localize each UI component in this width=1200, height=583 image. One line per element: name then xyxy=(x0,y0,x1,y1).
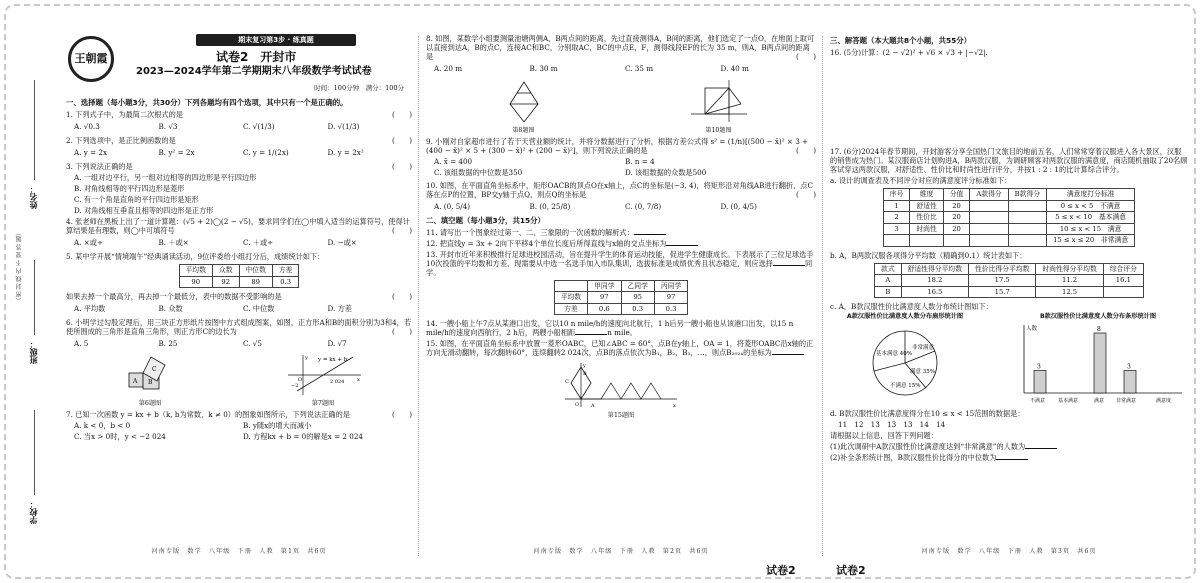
figure-10: 第10题图 xyxy=(689,78,749,135)
review-banner: 期末复习第3步 · 练真题 xyxy=(196,34,356,46)
svg-text:x: x xyxy=(357,377,360,384)
footer-page-2: 河南专版 数学 八年级 下册 人教 第2页 共6页 xyxy=(533,548,709,556)
answer-space-16[interactable] xyxy=(830,59,1188,147)
option-d[interactable]: D. 方程kx + b = 0的解是x = 2 024 xyxy=(243,431,364,441)
question-1: 1. 下列式子中，为最简二次根式的是 ( ) A. √0.3 B. √3 C. √(1/3) D. √(1/3) xyxy=(66,110,412,132)
question-3: 3. 下列说法正确的是 ( ) A. 一组对边平行，另一组对边相等的四边形是平行四边形 B. 对角线相等的平行四边形是菱形 C. 有一个角是直角的平行四边形是矩形 D. 对角线相互垂直且相等的四边形是正方形 xyxy=(66,162,412,216)
option-a[interactable]: A. x̄ = 400 xyxy=(434,156,473,166)
option-c[interactable]: C. y = 1/(2x) xyxy=(243,148,289,158)
name-line xyxy=(34,80,35,180)
option-a[interactable]: A. k < 0，b < 0 xyxy=(74,420,131,430)
exam-title: 试卷2 开封市 xyxy=(216,50,297,64)
section-choice: 一、选择题（每小题3分，共30分）下列各题均有四个选项，其中只有一个是正确的。 xyxy=(66,98,348,107)
pie-label-basic: 基本满意 40% xyxy=(876,350,912,357)
question-7: 7. 已知一次函数 y = kx + b（k, b为常数，k ≠ 0）的图象如图所示，下列说法正确的是 ( ) A. k < 0，b < 0 B. y随x的增大而减小 C. 当x > 0时，y < −2 024 D. 方程kx + b = 0的解是x = 2 024 xyxy=(66,409,412,441)
option-c[interactable]: C. √(1/3) xyxy=(243,122,275,132)
option-a[interactable]: A. y = 2x xyxy=(74,148,108,158)
pie-chart: A款汉服性价比满意度人数分布扇形统计图 非常满意 基本满意 40% 满意 35% 不满意 15% xyxy=(830,313,980,409)
figure-6: A B C 第6题图 xyxy=(115,353,185,408)
option-d[interactable]: D. −或× xyxy=(327,238,357,248)
option-d[interactable]: D. 方差 xyxy=(327,304,352,314)
triangle-diagram xyxy=(494,78,554,124)
squares-diagram xyxy=(115,353,185,397)
question-9: 9. 小刚对自家超市进行了若干天营业额的统计，并将分数据进行了分析，根据方差公式得 s² = (1/n)[(500 − x̄)² × 3 + (400 − x̄)² × 5 + (300 − x̄)² + (200 − x̄)²]，则下列说法正确的是 ( ) A. x̄ = 400 B. n = 4 C. 该组数据的中位数是350 D. 该组数据的众数是500 xyxy=(426,136,816,177)
svg-text:B: B xyxy=(148,379,153,387)
question-17e1: (1)此次调研中A款汉服性价比满意度达到“非常满意”的人数为 xyxy=(830,442,1188,451)
option-a[interactable]: A. (0, 5/4) xyxy=(434,201,471,211)
rectangle-fold-diagram xyxy=(689,78,749,124)
bar-value-label-2: 8 xyxy=(1097,325,1101,333)
bar-value-label-0: 3 xyxy=(1037,363,1041,371)
survey-table: 序号 维度 分值 A款得分 B款得分 满意度打分标准 1 舒适性 20 0 ≤ x < 5 不满意 2 性价比 20 5 ≤ x < 10 基本满意 3 时尚性 20 10 ≤ x < 15 满意 15 ≤ x ≤ 20 非常满意 xyxy=(883,188,1135,246)
binding-sidebar xyxy=(10,40,50,560)
question-5: 5. 某中学开展“情境端午”经典诵读活动，9位评委给小组打分后，成绩统计如下： 平均数 众数 中位数 方差 90 92 89 0.3 如果去掉一个最高分，再去掉一个最低分，表中的数据不受影响的是 ( ) A. 平均数 B. 众数 C. 中位数 D. 方差 xyxy=(66,252,412,314)
svg-text:A: A xyxy=(133,378,138,386)
question-8: 8. 如图，某数学小组要测量池塘两侧A，B两点间的距离，先过直接测得A，B间的距离，他们选定了一点O，在地面上取可以直接到达A，B的点C，连接AC和BC，分别取AC，BC的中点E，F，测得线段EF的长为 35 m，则A，B两点间的距离是 ( ) A. 20 m B. 30 m C. 35 m D. 40 m xyxy=(426,34,816,73)
answer-blank[interactable] xyxy=(996,459,1028,460)
question-11: 11. 请写出一个图象经过第一、二、三象限的一次函数的解析式： xyxy=(426,228,816,237)
option-c[interactable]: C. 35 m xyxy=(625,64,654,73)
figures-8-10 xyxy=(426,78,816,135)
answer-blank[interactable] xyxy=(666,245,698,246)
answer-blank[interactable] xyxy=(1025,448,1057,449)
question-13: 13. 开封市近年来积极推行足球进校园活动，旨在提升学生的体育运动技能，促进学生健康成长。下表展示了三位足球选手10次投篮的平均数和方差，现需要从中选一名选手加入市队集训，选拔标准是成绩优秀且状态稳定，则应选择 同学。 甲同学 乙同学 丙同学 平均数 97 95 97 方差 0.6 0.3 0.3 xyxy=(426,250,816,315)
average-table: 款式 舒适性得分平均数 性价比得分平均数 时尚性得分平均数 综合评分 A 18.2 17.5 11.2 16.1 B 16.5 15.7 12.5 xyxy=(874,263,1144,298)
bar-3 xyxy=(1124,370,1136,393)
svg-text:y: y xyxy=(305,355,308,362)
svg-text:O: O xyxy=(575,402,580,409)
figure-7: y = kx + b 2 024 −2 x y O 第7题图 xyxy=(283,353,363,408)
option-c[interactable]: C. 该组数据的中位数是350 xyxy=(434,167,523,177)
option-c[interactable]: C. 中位数 xyxy=(243,304,275,314)
seal-note: （密 封 线 内 不 要 答 题） xyxy=(16,230,23,304)
bar-value-label-3: 3 xyxy=(1127,363,1131,371)
option-d[interactable]: D. 该组数据的众数是500 xyxy=(625,167,707,177)
option-a[interactable]: A. √0.3 xyxy=(74,122,100,132)
option-d[interactable]: D. √7 xyxy=(327,339,347,349)
pie-label-satisfied: 满意 35% xyxy=(910,368,935,375)
name-label: 姓名： xyxy=(28,185,38,209)
question-17d-data: 11 12 13 13 13 14 14 xyxy=(838,419,946,429)
option-b[interactable]: B. ＋或× xyxy=(158,238,189,248)
divider-2 xyxy=(822,36,823,556)
rhombus-roll-diagram xyxy=(561,361,681,409)
option-b[interactable]: B. (0, 25/8) xyxy=(529,201,571,211)
option-d[interactable]: D. y = 2x² xyxy=(327,148,364,158)
question-17a: a. 设计的调查表及不同评分对应的满意度评分标准如下： xyxy=(830,176,1012,186)
option-b[interactable]: B. y随x的增大而减小 xyxy=(243,420,312,430)
paper-stamp-left: 试卷2 xyxy=(766,564,796,577)
players-table: 甲同学 乙同学 丙同学 平均数 97 95 97 方差 0.6 0.3 0.3 xyxy=(554,280,689,315)
pie-label-very: 非常满意 xyxy=(912,344,935,351)
exam-timing: 时间：100分钟 满分：100分 xyxy=(314,84,404,92)
svg-text:C: C xyxy=(152,366,157,374)
question-14: 14. 一艘小船上午7点从某港口出发，它以10 n mile/h的速度向北航行，1 h后另一艘小船也从该港口出发，以15 n mile/h的速度向西航行，2 h后，两艘小船相距 n mile。 xyxy=(426,319,794,338)
svg-text:O: O xyxy=(298,377,303,384)
option-d[interactable]: D. 对角线相互垂直且相等的四边形是正方形 xyxy=(74,206,214,216)
option-d[interactable]: D. (0, 4/5) xyxy=(720,201,757,211)
svg-text:x: x xyxy=(673,403,676,410)
bar-svg xyxy=(1008,321,1188,407)
question-15: 15. 如图，在平面直角坐标系中放置一菱形OABC，已知∠ABC = 60°，点B在y轴上，OA = 1，将菱形OABC沿x轴的正方向无滑动翻转，每次翻转60°，连续翻转2 024次，点B的落点依次为B₁，B₂，B₃，…，则点B₂₀₂₄的坐标为 xyxy=(426,339,814,358)
answer-blank[interactable] xyxy=(773,265,805,266)
line-graph xyxy=(283,353,363,397)
bar-cat-0: 不满意 xyxy=(1030,397,1046,404)
school-line xyxy=(34,410,35,495)
question-17d: d. B款汉服性价比满意度得分在10 ≤ x < 15范围的数据是： xyxy=(830,408,1025,418)
exam-subtitle: 2023—2024学年第二学期期末八年级数学考试试卷 xyxy=(136,66,372,77)
question-17e: 请根据以上信息，回答下列问题： xyxy=(830,430,938,440)
option-c[interactable]: C. √5 xyxy=(243,339,262,349)
question-16: 16. (5分)计算：(2 − √2)² + √6 × √3 + |−√2|. xyxy=(830,48,988,58)
charts-row xyxy=(830,313,1188,409)
section-answer: 三、解答题（本大题共8个小题，共55分） xyxy=(830,36,972,45)
footer-page-1: 河南专版 数学 八年级 下册 人教 第1页 共6页 xyxy=(151,548,327,556)
option-a[interactable]: A. 20 m xyxy=(434,64,463,73)
option-a[interactable]: A. ×或÷ xyxy=(74,238,103,248)
column-page-2 xyxy=(426,34,816,556)
svg-text:C: C xyxy=(565,379,569,386)
question-12: 12. 把直线y = 3x + 2向下平移4个单位长度后所得直线与x轴的交点坐标为 xyxy=(426,239,816,248)
option-c[interactable]: C. (0, 7/8) xyxy=(625,201,662,211)
svg-text:y = kx + b: y = kx + b xyxy=(318,357,348,364)
paper-stamp-right: 试卷2 xyxy=(836,564,866,577)
pie-svg xyxy=(830,321,980,401)
bar-cat-1: 基本满意 xyxy=(1058,397,1079,404)
question-2: 2. 下列选项中，是正比例函数的是 ( ) A. y = 2x B. y² = 2x C. y = 1/(2x) D. y = 2x² xyxy=(66,136,412,158)
question-10: 10. 如图，在平面直角坐标系中，矩形OACB的顶点O在x轴上，点C的坐标是(−3, 4)，将矩形沿对角线AB进行翻折，点C落在点P的位置，BP交y轴于点Q，则点Q的坐标是 ( ) A. (0, 5/4) B. (0, 25/8) C. (0, 7/8) D. (0, 4/5) xyxy=(426,180,816,211)
figures-6-7 xyxy=(66,353,412,408)
option-b[interactable]: B. 对角线相等的平行四边形是菱形 xyxy=(74,184,185,194)
answer-blank[interactable] xyxy=(634,234,666,235)
question-4: 4. 张老师在黑板上出了一道计算题：(√5 + 2)◯(2 − √5)，要求同学们在◯中填入适当的运算符号，使得计算结果是有理数，则◯中可填符号 ( ) A. ×或÷ B. ＋或× C. ＋或÷ D. −或× xyxy=(66,217,412,248)
school-label: 学校： xyxy=(28,500,38,524)
bar-cat-3: 非常满意 xyxy=(1116,397,1137,404)
option-b[interactable]: B. √3 xyxy=(158,122,178,132)
class-label: 班级： xyxy=(28,340,38,364)
score-table: 平均数 众数 中位数 方差 90 92 89 0.3 xyxy=(179,264,300,288)
pie-label-dissatisfied: 不满意 15% xyxy=(890,382,921,389)
footer-page-3: 河南专版 数学 八年级 下册 人教 第3页 共6页 xyxy=(921,548,1097,556)
bar-cat-2: 满意 xyxy=(1094,397,1105,404)
figure-15: x y O A B C 第15题图 xyxy=(426,361,816,420)
question-6: 6. 小明学过勾股定理后，用三块正方形纸片按图中方式组成图案，如图，正方形A和B的面积分别为3和4，若使所围成的三角形是直角三角形，则正方形C的边长为 ( ) A. 5 B. 25 C. √5 D. √7 xyxy=(66,318,412,349)
bar-2 xyxy=(1094,333,1106,393)
svg-text:y: y xyxy=(583,363,586,370)
question-17b: b. A，B两款汉服各项得分平均数（精确到0.1）统计表如下： xyxy=(830,250,1027,260)
option-c[interactable]: C. ＋或÷ xyxy=(243,238,274,248)
option-c[interactable]: C. 当x > 0时，y < −2 024 xyxy=(74,431,166,441)
option-a[interactable]: A. 平均数 xyxy=(74,304,106,314)
bar-chart: B款汉服性价比满意度人数分布条形统计图 人数 不满意 基本满意 满意 非常满意 满意度 3 8 3 xyxy=(1008,313,1188,409)
class-line xyxy=(34,260,35,335)
svg-text:2 024: 2 024 xyxy=(330,379,345,386)
answer-blank[interactable] xyxy=(772,354,804,355)
option-c[interactable]: C. 有一个角是直角的平行四边形是矩形 xyxy=(74,195,199,205)
svg-text:−2: −2 xyxy=(291,383,299,390)
question-17c: c. A，B款汉服性价比满意度人数分布统计图如下： xyxy=(830,302,993,312)
option-b[interactable]: B. 25 xyxy=(158,339,178,349)
question-17e2: (2)补全条形统计图，B款汉服性价比得分的中位数为 xyxy=(830,453,1188,462)
option-b[interactable]: B. y² = 2x xyxy=(158,148,195,158)
bar-0 xyxy=(1034,370,1046,393)
option-d[interactable]: D. √(1/3) xyxy=(327,122,360,132)
answer-blank[interactable] xyxy=(575,334,607,335)
bar-cat-4: 满意度 xyxy=(1156,397,1172,404)
divider-1 xyxy=(418,36,419,556)
option-a[interactable]: A. 5 xyxy=(74,339,89,349)
option-b[interactable]: B. 众数 xyxy=(158,304,183,314)
svg-text:A: A xyxy=(591,403,595,410)
figure-8: 第8题图 xyxy=(494,78,554,135)
option-a[interactable]: A. 一组对边平行，另一组对边相等的四边形是平行四边形 xyxy=(74,173,257,183)
svg-text:B: B xyxy=(583,371,587,378)
section-fill: 二、填空题（每小题3分，共15分） xyxy=(426,215,545,225)
column-page-3 xyxy=(830,34,1188,556)
brand-logo: 王朝霞 xyxy=(68,36,114,82)
option-d[interactable]: D. 40 m xyxy=(720,64,749,73)
option-b[interactable]: B. n = 4 xyxy=(625,156,655,166)
column-page-1 xyxy=(66,34,412,556)
bar-ylabel: 人数 xyxy=(1026,325,1038,332)
exam-header xyxy=(66,34,412,96)
option-b[interactable]: B. 30 m xyxy=(529,64,558,73)
question-17: 17. (6分)2024年春节期间，开封游客分享全国热门文旅目的地前五名，人们常常穿着汉服进入各大景区，汉服的销售成为热门。某汉服商店计划购进A，B两款汉服，为调研顾客对两款汉服的满意度，商店随机抽取了20名顾客试穿这两款汉服，对舒适性、性价比和时尚性进行评分，并按1 : 2 : 1的比计算综合评分。 xyxy=(830,147,1188,175)
